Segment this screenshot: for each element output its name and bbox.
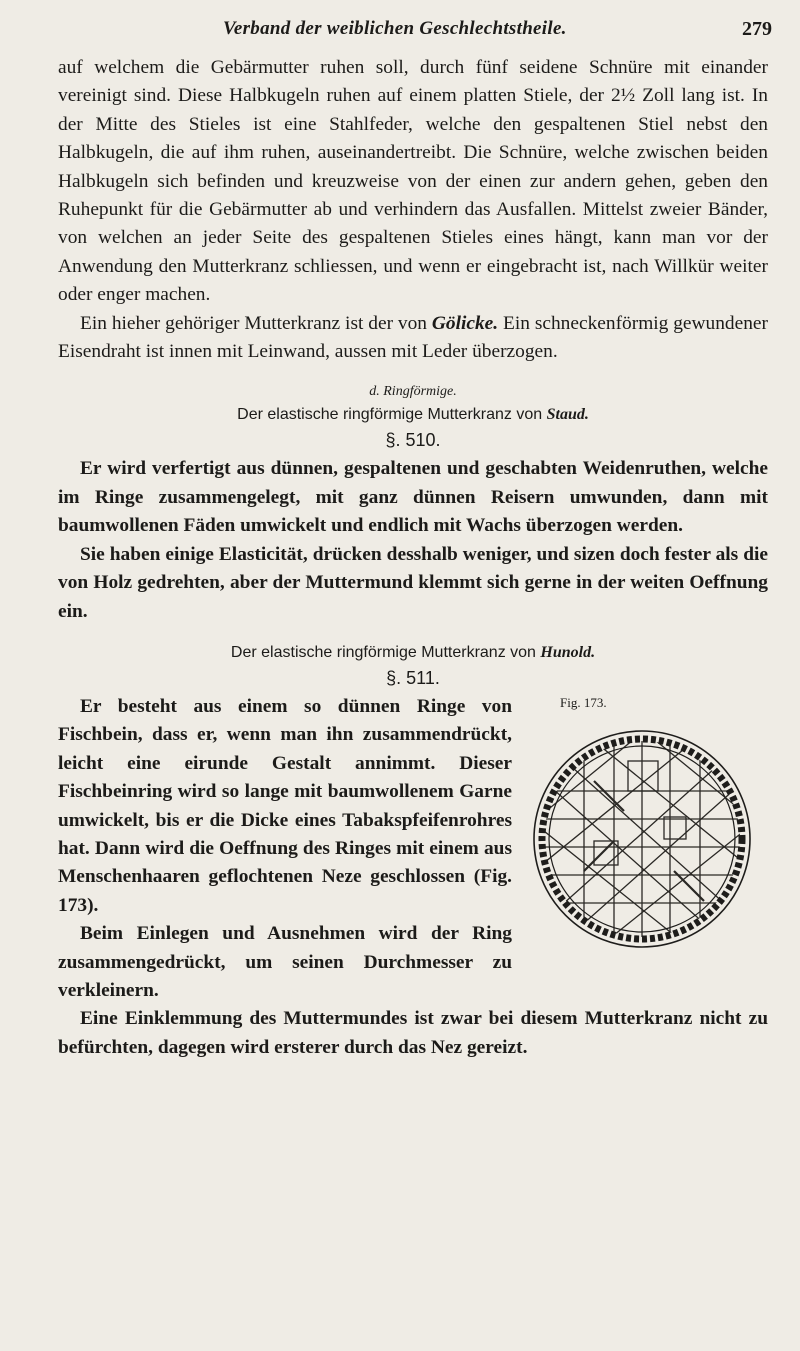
section-title: [58, 406, 768, 424]
paragraph: Er wird verfertigt aus dünnen, gespaltenen und geschabten Weidenruthen, welche im Ringe zusammengelegt, mit ganz dünnen Reisern umwunden, dann mit baumwollenen Fäden umwickelt und endlich mit Wachs überzogen werden.: [58, 458, 768, 537]
paragraph: Eine Einklemmung des Muttermundes ist zwar bei diesem Mutterkranz nicht zu befürchten, dagegen wird ersterer durch das Nez gereizt.: [58, 1008, 768, 1058]
text: Ein hieher gehöriger Mutterkranz ist der von: [80, 312, 432, 334]
hair-net-ring-illustration: [524, 721, 764, 961]
paragraph: Sie haben einige Elasticität, drücken desshalb weniger, und sizen doch fester als die von Holz gedrehten, aber der Muttermund klemmt sich gerne in der weiten Oeffnung ein.: [58, 543, 768, 622]
paragraph: [58, 310, 768, 367]
book-page: [58, 14, 772, 1062]
author-name: Hunold.: [540, 643, 596, 661]
paragraph: auf welchem die Gebärmutter ruhen soll, durch fünf seidene Schnüre mit einander vereinigt sind. Diese Halbkugeln ruhen auf einem platten Stiele, der 2½ Zoll lang ist. In der Mitte des Stieles ist eine Stahlfeder, welche den gespaltenen Stiel nebst den Halbkugeln, die auf ihm ruhen, auseinandertreibt. Die Schnüre, welche zwischen beiden Halbkugeln sich befinden und kreuzweise von der einen zur andern gehen, geben den Ruhepunkt für die Gebärmutter ab und verhindern das Ausfallen. Mittelst zweier Bänder, von welchen an jeder Seite des gespaltenen Stieles eines hängt, kann man vor der Anwendung den Mutterkranz schliessen, und wenn er eingebracht ist, nach Willkür weiter oder enger machen.: [58, 57, 768, 306]
section-title: [58, 644, 768, 662]
paragraph: Er besteht aus einem so dünnen Ringe von Fischbein, dass er, wenn man ihn zusammendrückt, leicht eine eirunde Gestalt annimmt. Dieser Fischbeinring wird so lange mit baumwollenem Garne umwickelt, bis er die Dicke eines Tabakspfeifenrohres hat. Dann wird die Oeffnung des Ringes mit einem aus Menschenhaaren geflochtenen Neze geschlossen (Fig. 173).: [58, 695, 512, 916]
section-subhead: d. Ringförmige.: [369, 384, 457, 400]
figure-173: [524, 694, 774, 961]
figure-label: Fig. 173.: [560, 694, 607, 710]
paragraph-number: §. 510.: [385, 430, 441, 451]
page-header: [58, 14, 772, 54]
text: Der elastische ringförmige Mutterkranz von: [230, 643, 541, 661]
paragraph-number: §. 511.: [386, 667, 440, 688]
text: Der elastische ringförmige Mutterkranz von: [237, 406, 547, 424]
text: Ein schneckenförmig gewundener Eisendraht ist innen mit Leinwand, aussen mit Leder überzogen.: [58, 312, 768, 363]
page-number: 279: [742, 18, 772, 40]
running-title: Verband der weiblichen Geschlechtstheile.: [223, 18, 567, 39]
paragraph: Beim Einlegen und Ausnehmen wird der Ring zusammengedrückt, um seinen Durchmesser zu verkleinern.: [58, 923, 512, 1001]
author-name: Gölicke.: [431, 312, 499, 334]
author-name: Staud.: [546, 406, 589, 424]
